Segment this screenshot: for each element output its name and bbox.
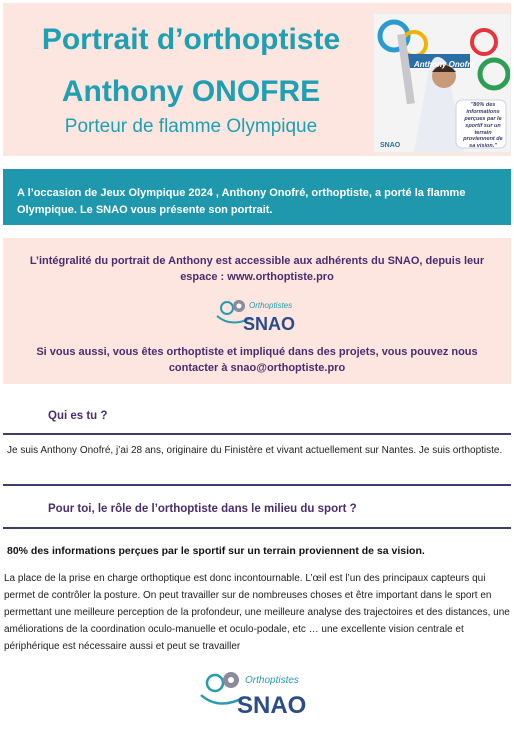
photo-quote: "80% des informations perçues par le sportif sur un terrain proviennent de sa vision." bbox=[463, 102, 503, 150]
question-heading-2: Pour toi, le rôle de l’orthoptiste dans le milieu du sport ? bbox=[48, 503, 357, 515]
highlight-statement: 80% des informations perçues par le sportif sur un terrain proviennent de sa vision. bbox=[7, 545, 425, 557]
page-title: Portrait d’orthoptiste bbox=[41, 23, 341, 56]
divider bbox=[3, 433, 511, 435]
question-heading-1: Qui es tu ? bbox=[48, 410, 108, 422]
person-name: Anthony ONOFRE bbox=[61, 75, 321, 108]
person-subtitle: Porteur de flamme Olympique bbox=[64, 116, 318, 137]
divider bbox=[3, 484, 511, 486]
intro-banner bbox=[3, 169, 511, 225]
intro-text: A l’occasion de Jeux Olympique 2024 , Anthony Onofré, orthoptiste, a porté la flamme Olympique. Le SNAO vous présente son portrait. bbox=[17, 187, 466, 216]
access-block bbox=[3, 238, 511, 384]
answer-paragraph-2: La place de la prise en charge orthoptique est donc incontournable. L’œil est l’un des principaux capteurs qui permet de contrôler la posture. On peut travailler sur de nombreuses choses et être important dans le sport en permettant une meilleure perception de la profondeur, une meilleure analyse des trajectoires et des distances, une améliorations de la coordination oculo-manuelle et oculo-podale, etc … une excellente vision centrale et périphérique est nécessaire aussi et peut se travailler bbox=[4, 573, 510, 652]
answer-text-1: Je suis Anthony Onofré, j’ai 28 ans, originaire du Finistère et vivant actuellement sur Nantes. Je suis orthoptiste. bbox=[7, 445, 503, 456]
footer-logo-small-text: Orthoptistes bbox=[245, 675, 299, 686]
snao-logo bbox=[211, 294, 311, 334]
footer-logo-big-text: SNAO bbox=[237, 692, 307, 717]
access-text: L’intégralité du portrait de Anthony est accessible aux adhérents du SNAO, depuis leur espace : www.orthoptiste.pro bbox=[29, 255, 485, 283]
photo-snao-logo: SNAO bbox=[380, 142, 401, 149]
photo-caption-name: Anthony Onofré bbox=[414, 60, 475, 69]
snao-logo-footer bbox=[195, 665, 325, 717]
logo-big-text: SNAO bbox=[243, 314, 296, 334]
hero-banner bbox=[3, 3, 511, 156]
logo-small-text: Orthoptistes bbox=[249, 301, 293, 310]
divider bbox=[3, 527, 511, 529]
contact-text: Si vous aussi, vous êtes orthoptiste et impliqué dans des projets, vous pouvez nous contacter à snao@orthoptiste.pro bbox=[36, 346, 478, 374]
portrait-photo bbox=[373, 13, 511, 153]
